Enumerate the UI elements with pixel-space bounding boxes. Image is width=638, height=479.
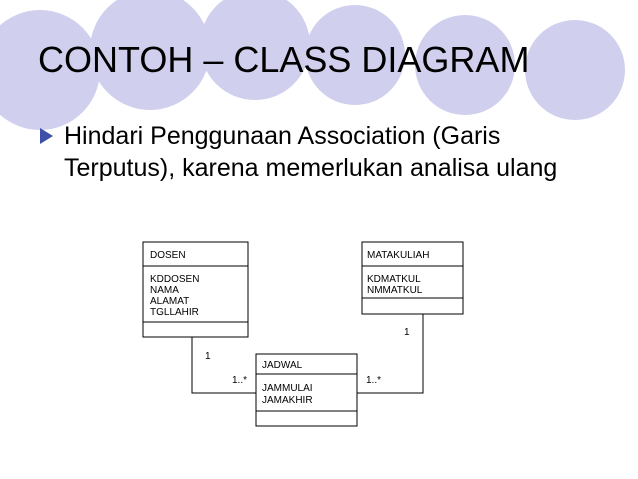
class-name-jadwal: JADWAL (262, 360, 303, 371)
matakuliah-attribute: NMMATKUL (367, 285, 423, 296)
jadwal-attribute: JAMAKHIR (262, 395, 313, 406)
dosen-attribute: ALAMAT (150, 296, 190, 307)
multiplicity-jadwal-dosen: 1..* (232, 375, 248, 386)
dosen-attribute: TGLLAHIR (150, 307, 199, 318)
multiplicity-dosen: 1 (205, 351, 211, 362)
dosen-attribute: NAMA (150, 285, 179, 296)
class-name-dosen: DOSEN (150, 250, 186, 261)
class-name-matakuliah: MATAKULIAH (367, 250, 430, 261)
multiplicity-matakuliah: 1 (404, 327, 410, 338)
jadwal-attribute: JAMMULAI (262, 383, 313, 394)
slide-title: CONTOH – CLASS DIAGRAM (38, 39, 530, 80)
multiplicity-jadwal-matakuliah: 1..* (366, 375, 382, 386)
dosen-attribute: KDDOSEN (150, 274, 200, 285)
bullet-text: Hindari Penggunaan Association (Garis Terputus), karena memerlukan analisa ulang (64, 122, 558, 182)
matakuliah-attribute: KDMATKUL (367, 274, 421, 285)
